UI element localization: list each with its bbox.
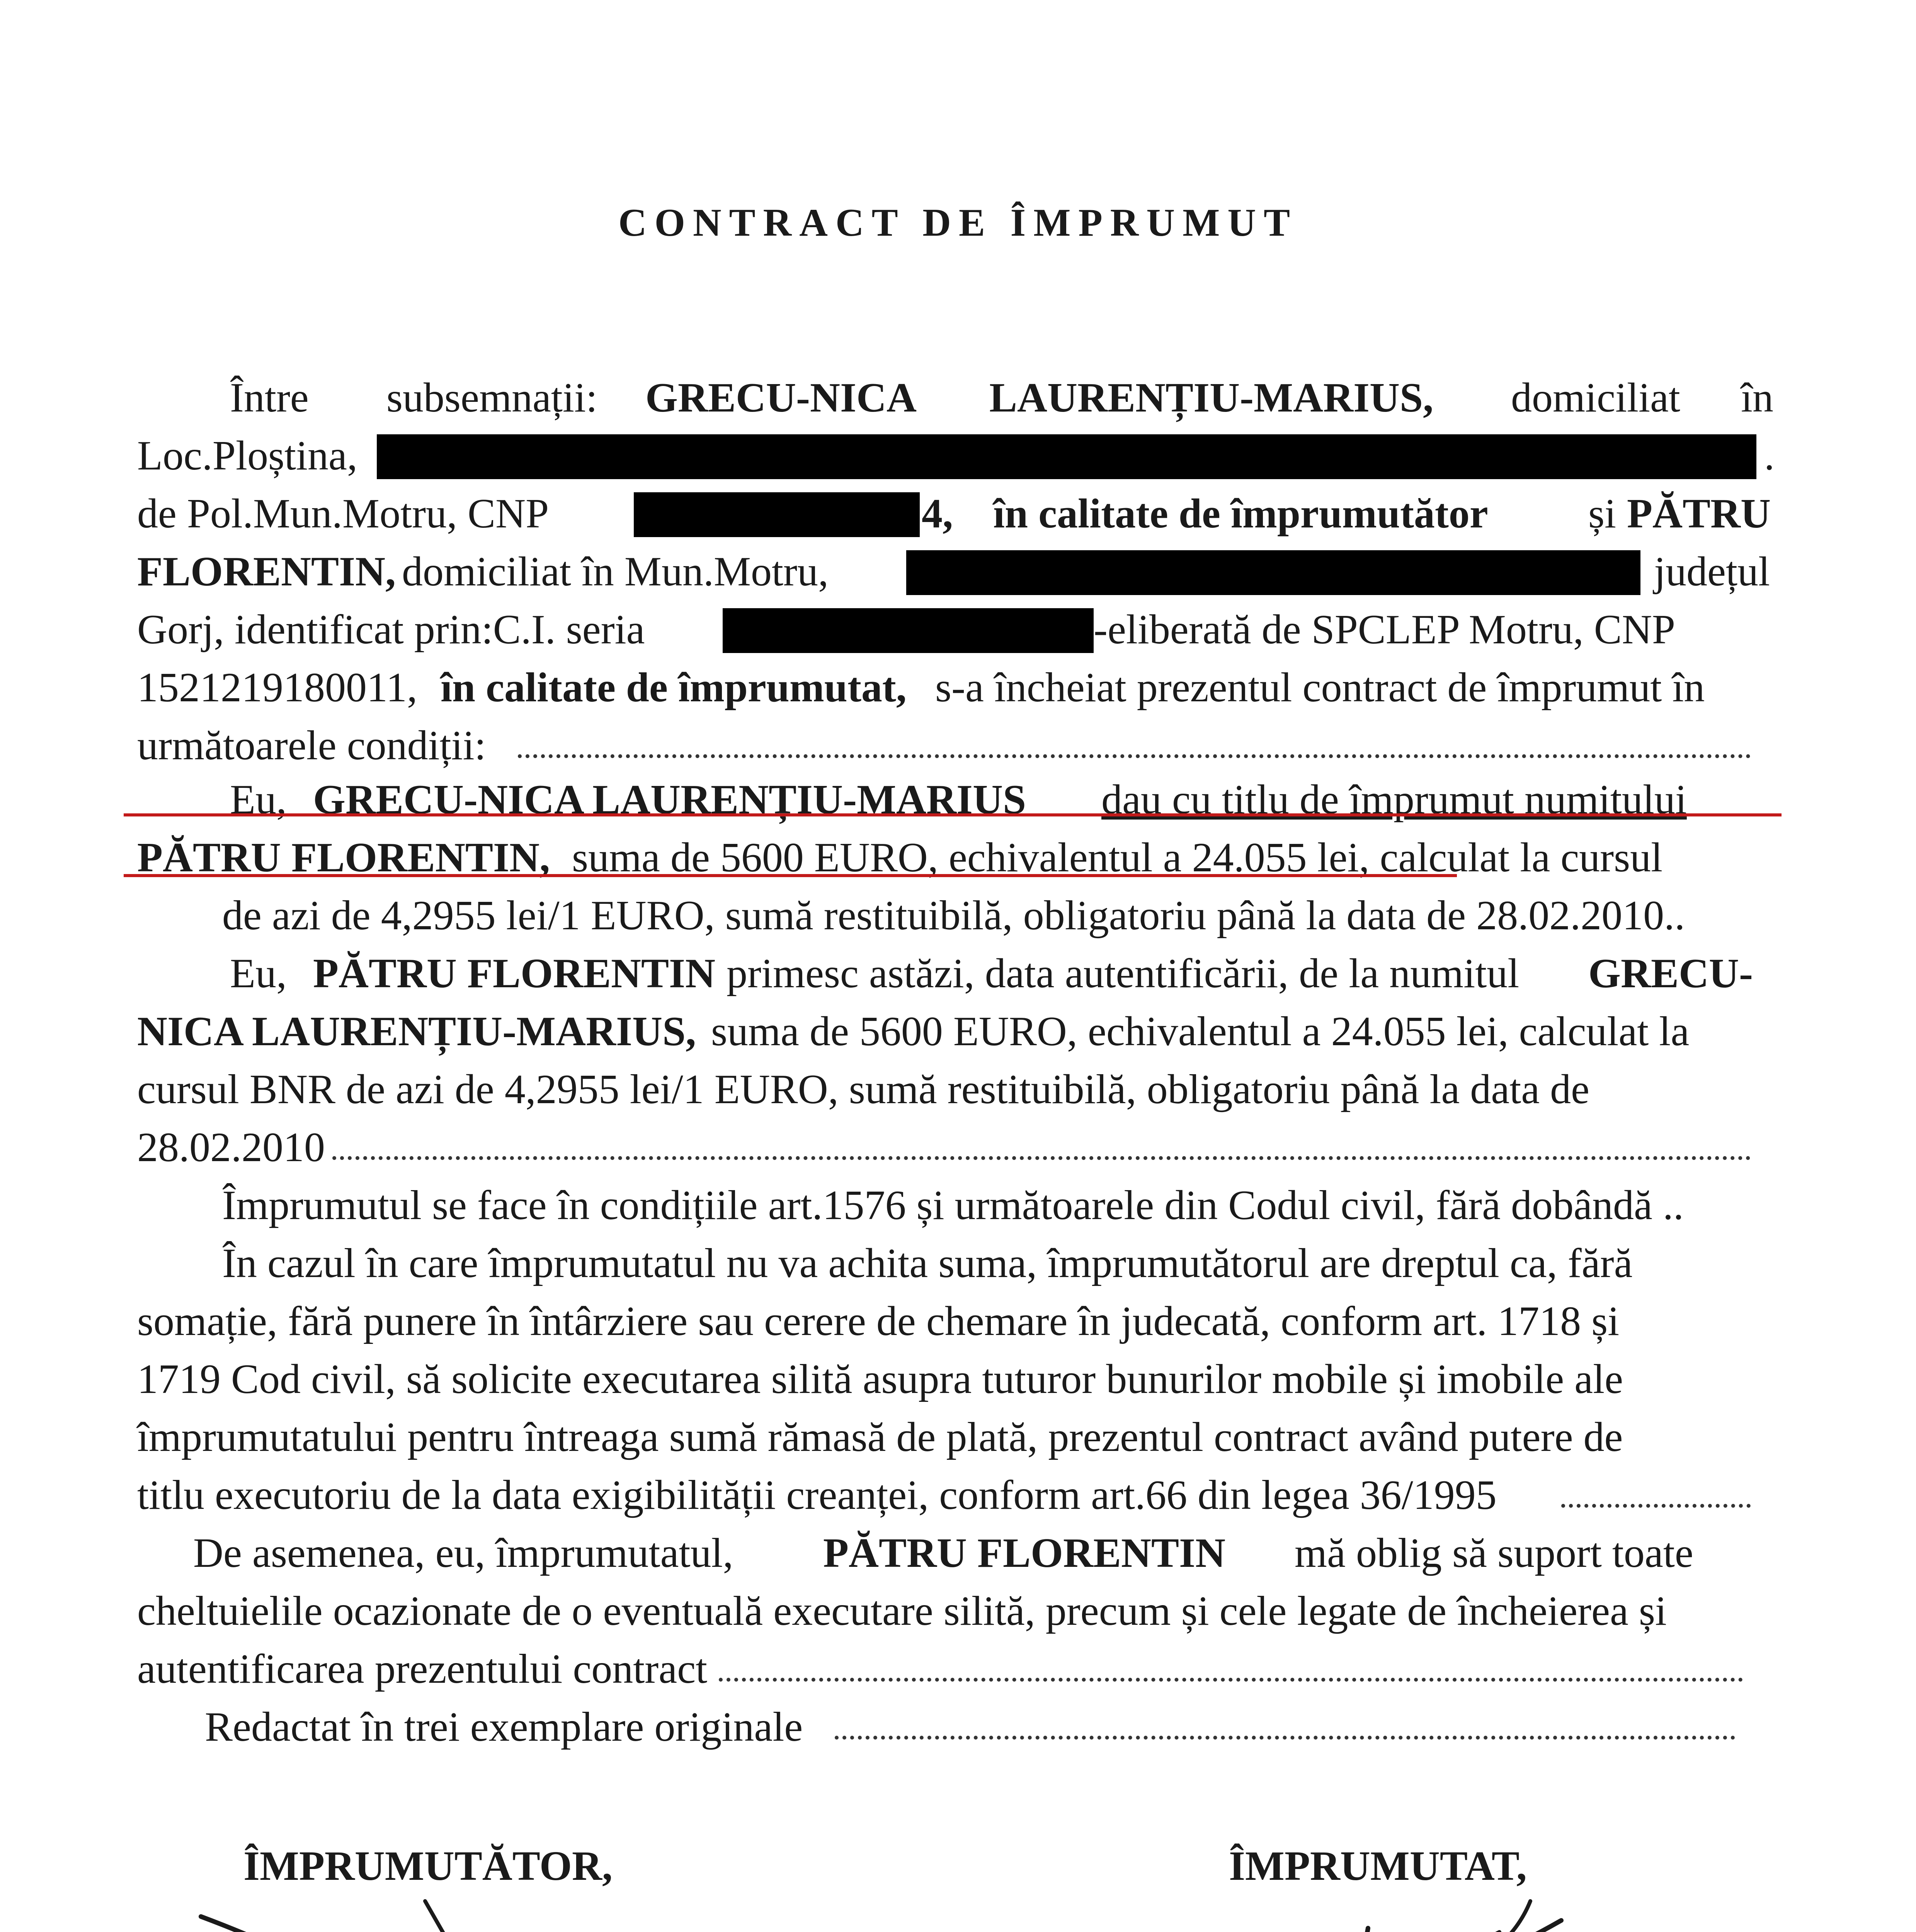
text: De asemenea, eu, împrumutatul,: [193, 1530, 733, 1576]
leader-dots: [332, 1156, 1751, 1160]
text: suma de 5600 EURO, echivalentul a 24.055 lei, calculat la: [711, 1009, 1690, 1054]
text: autentificarea prezentului contract: [137, 1646, 708, 1692]
text: domiciliat: [1511, 375, 1680, 421]
lender-name: GRECU-NICA LAURENȚIU-MARIUS: [313, 777, 1026, 823]
paragraph-line: [0, 1005, 1916, 1059]
redaction-bar: [906, 550, 1640, 595]
redaction-bar: [377, 434, 1756, 479]
borrower-name: PĂTRU FLORENTIN: [313, 951, 716, 997]
text: dau cu titlu de împrumut numitului: [1101, 777, 1687, 823]
text: .: [1764, 433, 1775, 479]
lender-name: GRECU-: [1588, 951, 1753, 997]
text: județul: [1654, 549, 1770, 595]
leader-dots: [1561, 1504, 1751, 1508]
lender-signature: [185, 1893, 533, 1932]
paragraph-line: [0, 1121, 1916, 1175]
text: cursul BNR de azi de 4,2955 lei/1 EURO, sumă restituibilă, obligatoriu până la data de: [137, 1066, 1590, 1112]
paragraph-line: [0, 889, 1916, 943]
text: În cazul în care împrumutatul nu va achita suma, împrumutătorul are dreptul ca, fără: [222, 1240, 1633, 1286]
text: -eliberată de SPCLEP Motru, CNP: [1094, 607, 1675, 653]
paragraph-line: [0, 947, 1916, 1001]
paragraph-line: [0, 1063, 1916, 1117]
lender-name: LAURENȚIU-MARIUS,: [989, 375, 1434, 421]
lender-signature-label: ÎMPRUMUTĂTOR,: [243, 1843, 613, 1889]
text: domiciliat în Mun.Motru,: [402, 549, 829, 595]
text: s-a încheiat prezentul contract de împrumut în: [935, 665, 1705, 711]
text: subsemnații:: [386, 375, 597, 421]
handwritten-underline: [124, 874, 1457, 877]
text: Redactat în trei exemplare originale: [205, 1704, 803, 1750]
text: în calitate de împrumutător: [993, 491, 1488, 537]
text: în: [1741, 375, 1774, 421]
paragraph-line: [0, 773, 1916, 827]
paragraph-line: [0, 1410, 1916, 1464]
text: de azi de 4,2955 lei/1 EURO, sumă restituibilă, obligatoriu până la data de 28.02.2010..: [222, 893, 1685, 939]
text: de Pol.Mun.Motru, CNP: [137, 491, 549, 537]
borrower-signature-label: ÎMPRUMUTAT,: [1229, 1843, 1527, 1889]
text: Gorj, identificat prin:C.I. seria: [137, 607, 645, 653]
paragraph-line: [0, 429, 1916, 483]
document-title: CONTRACT DE ÎMPRUMUT: [618, 201, 1298, 245]
paragraph-line: [0, 1294, 1916, 1349]
handwritten-underline: [124, 813, 1782, 816]
text: 1521219180011,: [137, 665, 417, 711]
redaction-bar: [723, 608, 1094, 653]
paragraph-line: [0, 371, 1916, 425]
leader-dots: [835, 1736, 1735, 1740]
text: cheltuielile ocazionate de o eventuală executare silită, precum și cele legate de încheierea și: [137, 1588, 1667, 1634]
text: Împrumutul se face în condițiile art.1576 și următoarele din Codul civil, fără dobândă ..: [222, 1182, 1684, 1228]
paragraph-line: [0, 661, 1916, 715]
paragraph-line: [0, 1700, 1916, 1754]
paragraph-line: [0, 1584, 1916, 1638]
borrower-name: PĂTRU: [1627, 491, 1771, 537]
lender-name: GRECU-NICA: [645, 375, 917, 421]
text: următoarele condiții:: [137, 723, 486, 769]
text: și: [1588, 491, 1617, 537]
text: primesc astăzi, data autentificării, de la numitul: [727, 951, 1520, 997]
borrower-name: PĂTRU FLORENTIN: [823, 1530, 1226, 1576]
redaction-bar: [634, 492, 920, 537]
paragraph-line: [0, 1352, 1916, 1406]
paragraph-line: [0, 1179, 1916, 1233]
text: suma de 5600 EURO, echivalentul a 24.055 lei, calculat la cursul: [572, 835, 1663, 881]
text: titlu executoriu de la data exigibilității creanței, conform art.66 din legea 36/1995: [137, 1472, 1497, 1518]
paragraph-line: [0, 603, 1916, 657]
borrower-signature: [1268, 1878, 1615, 1932]
text: împrumutatului pentru întreaga sumă rămasă de plată, prezentul contract având putere de: [137, 1414, 1623, 1460]
text: mă oblig să suport toate: [1295, 1530, 1693, 1576]
paragraph-line: [0, 1526, 1916, 1580]
text: în calitate de împrumutat,: [441, 665, 907, 711]
text: 28.02.2010: [137, 1124, 325, 1170]
paragraph-line: [0, 1642, 1916, 1696]
leader-dots: [719, 1678, 1743, 1682]
paragraph-line: [0, 545, 1916, 599]
borrower-name: FLORENTIN,: [137, 549, 396, 595]
text: Loc.Ploștina,: [137, 433, 357, 479]
text: Eu,: [230, 951, 287, 997]
paragraph-line: [0, 1236, 1916, 1291]
text: Între: [230, 375, 309, 421]
lender-name: NICA LAURENȚIU-MARIUS,: [137, 1009, 696, 1054]
text: 4,: [922, 491, 953, 537]
borrower-name: PĂTRU FLORENTIN,: [137, 835, 550, 881]
paragraph-line: [0, 1468, 1916, 1522]
paragraph-line: [0, 487, 1916, 541]
text: 1719 Cod civil, să solicite executarea silită asupra tuturor bunurilor mobile și imobile ale: [137, 1356, 1623, 1402]
paragraph-line: [0, 719, 1916, 773]
text: somație, fără punere în întârziere sau cerere de chemare în judecată, conform art. 1718 și: [137, 1298, 1620, 1344]
leader-dots: [518, 754, 1751, 758]
text: Eu,: [230, 777, 287, 823]
